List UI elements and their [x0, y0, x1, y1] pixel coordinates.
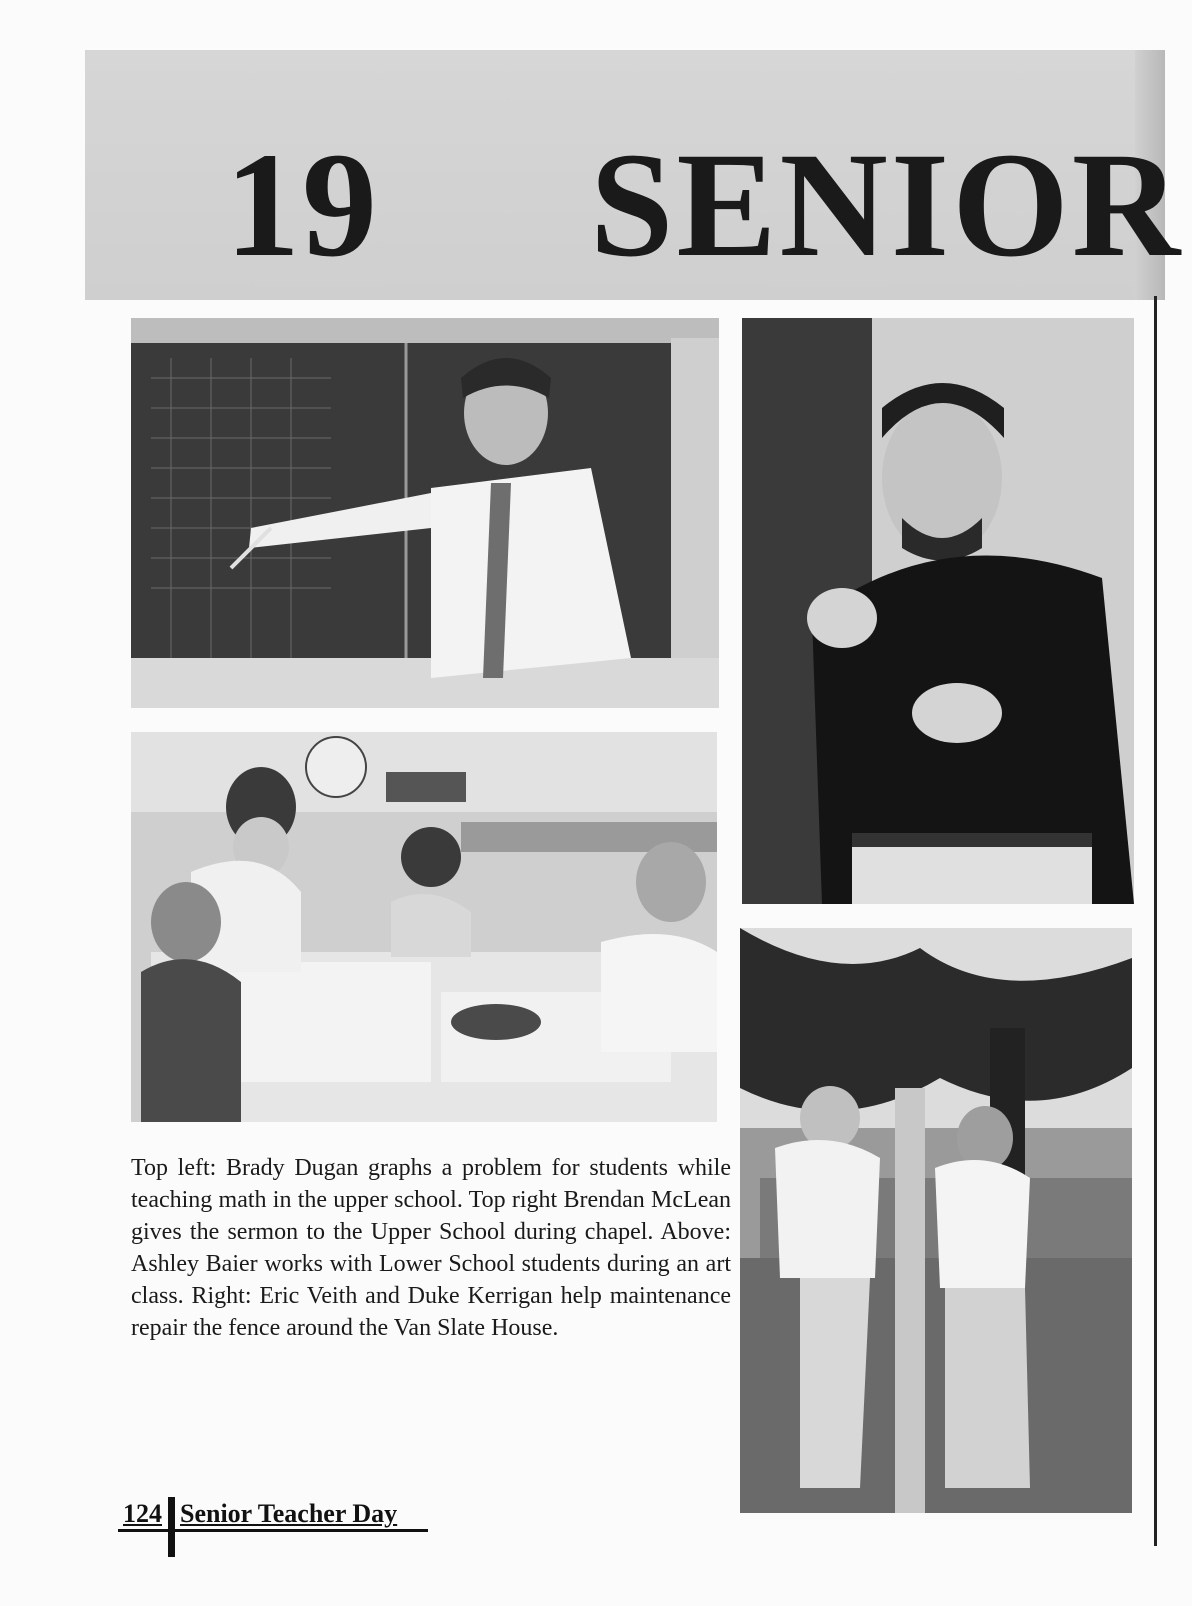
classroom-photo-illustration [131, 318, 719, 708]
title-banner [85, 50, 1184, 300]
photo-classroom-chalkboard [131, 318, 719, 708]
section-title: Senior Teacher Day [180, 1499, 398, 1528]
photo-chapel-speaker [742, 318, 1134, 904]
page-footer [118, 1497, 428, 1557]
banner-word: SENIOR [590, 122, 1184, 288]
fence-repair-photo-illustration [740, 928, 1132, 1513]
banner-year: 19 [225, 122, 379, 288]
art-class-photo-illustration [131, 732, 717, 1122]
speaker-photo-illustration [742, 318, 1134, 904]
photo-caption: Top left: Brady Dugan graphs a problem for students while teaching math in the upper school. Top right Brendan McLean gives the sermon to the Upper School during chapel. Above: Ashley Baier works with Lower School students during an art class. Right: Eric Veith and Duke Kerrigan help maintenance repair the fence around the Van Slate House. [131, 1155, 731, 1341]
footer-underline [118, 1529, 428, 1532]
page-edge-rule [1154, 296, 1157, 1546]
footer-divider [168, 1497, 175, 1557]
photo-art-class [131, 732, 717, 1122]
page-number: 124 [123, 1499, 162, 1528]
photo-fence-repair [740, 928, 1132, 1513]
